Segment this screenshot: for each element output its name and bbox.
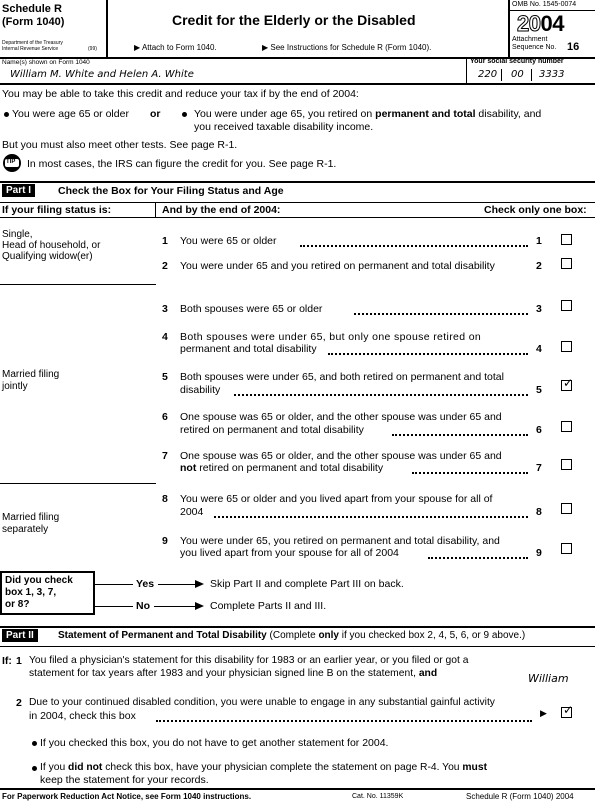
line-8-text-a: You were 65 or older and you lived apart from your spouse for all of bbox=[180, 493, 493, 505]
line-8-text-b: 2004 bbox=[180, 506, 204, 518]
line-3-ref: 3 bbox=[536, 303, 542, 315]
line-7-text-a: One spouse was 65 or older, and the other spouse was under 65 and bbox=[180, 450, 502, 462]
line-9-ref: 9 bbox=[536, 547, 542, 559]
line-6-num: 6 bbox=[162, 411, 168, 423]
ssn-label: Your social security number bbox=[470, 58, 564, 65]
arrow-right-icon: ▶ bbox=[262, 43, 269, 52]
checkbox-line-3[interactable] bbox=[561, 300, 572, 311]
line-9-num: 9 bbox=[162, 535, 168, 547]
p2-bullet-2: If you did not check this box, have your physician complete the statement on page R-4. You must bbox=[40, 762, 488, 773]
p2-line-2-text-b: in 2004, check this box bbox=[29, 710, 136, 722]
part2-label: Part II bbox=[2, 629, 38, 642]
line-8-num: 8 bbox=[162, 493, 168, 505]
line-7-ref: 7 bbox=[536, 462, 542, 474]
p2-line-2-text-a: Due to your continued disabled condition, you were unable to engage in any substantial gainful activity bbox=[29, 697, 495, 708]
p2-line-2-num: 2 bbox=[16, 697, 22, 709]
intro-line: You may be able to take this credit and reduce your tax if by the end of 2004: bbox=[2, 88, 359, 100]
status-sep-2: separately bbox=[2, 524, 49, 535]
irs-label: Internal Revenue Service bbox=[2, 46, 59, 52]
line-1-ref: 1 bbox=[536, 235, 542, 247]
line-5-num: 5 bbox=[162, 371, 168, 383]
status-joint-2: jointly bbox=[2, 381, 28, 392]
tax-year: 2004 bbox=[517, 11, 564, 36]
checkbox-line-7[interactable] bbox=[561, 459, 572, 470]
form-sub: (Form 1040) bbox=[2, 16, 65, 28]
name-label: Name(s) shown on Form 1040 bbox=[2, 59, 90, 66]
arrow-right-icon: ▶ bbox=[540, 708, 547, 718]
footer-cat: Cat. No. 11359K bbox=[352, 793, 404, 800]
intro-or: or bbox=[150, 108, 161, 120]
attach-instruction: ▶ Attach to Form 1040. bbox=[134, 43, 217, 52]
check-question: Did you check box 1, 3, 7, or 8? bbox=[5, 575, 73, 610]
line-9-text-b: you lived apart from your spouse for all of 2004 bbox=[180, 547, 399, 559]
line-4-num: 4 bbox=[162, 331, 168, 343]
line-6-ref: 6 bbox=[536, 424, 542, 436]
status-widow: Qualifying widow(er) bbox=[2, 251, 93, 262]
line-6-text-a: One spouse was 65 or older, and the other spouse was under 65 and bbox=[180, 411, 502, 423]
irs-code: (99) bbox=[88, 46, 97, 52]
p2-line-1-text-b: statement for tax years after 1983 and your physician signed line B on the statement, and bbox=[29, 668, 438, 679]
p2-bullet-1: If you checked this box, you do not have to get another statement for 2004. bbox=[40, 737, 389, 749]
checkbox-line-8[interactable] bbox=[561, 503, 572, 514]
arrow-right-icon: ▶ bbox=[134, 43, 141, 52]
line-1-text: You were 65 or older bbox=[180, 235, 277, 247]
checkbox-line-6[interactable] bbox=[561, 421, 572, 432]
p2-line-1-text-a: You filed a physician's statement for this disability for 1983 or an earlier year, or you filed or got a bbox=[29, 655, 469, 666]
col-filing-status: If your filing status is: bbox=[2, 204, 112, 216]
footer-form-id: Schedule R (Form 1040) 2004 bbox=[466, 792, 574, 801]
intro-bullet-1: You were age 65 or older bbox=[12, 108, 129, 120]
p2-line-1-num: 1 bbox=[16, 655, 22, 667]
see-instructions: ▶ See Instructions for Schedule R (Form 1040). bbox=[262, 43, 432, 52]
bullet bbox=[32, 766, 37, 771]
line-7-text-b: not retired on permanent and total disability bbox=[180, 462, 384, 474]
line-3-num: 3 bbox=[162, 303, 168, 315]
line-5-text-a: Both spouses were under 65, and both retired on permanent and total bbox=[180, 371, 504, 383]
col-check-one: Check only one box: bbox=[484, 204, 587, 216]
col-by-end: And by the end of 2004: bbox=[162, 204, 281, 216]
line-5-ref: 5 bbox=[536, 384, 542, 396]
arrow-right-icon bbox=[195, 602, 204, 610]
arrow-right-icon bbox=[195, 580, 204, 588]
no-label: No bbox=[136, 600, 150, 612]
checkbox-p2-line-2[interactable]: ✓ bbox=[563, 703, 574, 717]
attachment-label: Attachment bbox=[512, 36, 548, 43]
checkbox-line-2[interactable] bbox=[561, 258, 572, 269]
sequence-number: 16 bbox=[567, 41, 580, 53]
if-label: If: bbox=[2, 655, 12, 667]
bullet bbox=[4, 112, 9, 117]
form-title: Credit for the Elderly or the Disabled bbox=[172, 12, 416, 28]
checkbox-line-1[interactable] bbox=[561, 234, 572, 245]
status-single: Single, bbox=[2, 229, 33, 240]
line-3-text: Both spouses were 65 or older bbox=[180, 303, 323, 315]
dept-treasury: Department of the Treasury bbox=[2, 40, 63, 46]
line-2-num: 2 bbox=[162, 260, 168, 272]
line-1-num: 1 bbox=[162, 235, 168, 247]
checkbox-line-5[interactable]: ✓ bbox=[563, 376, 574, 390]
tip-text: In most cases, the IRS can figure the credit for you. See page R-1. bbox=[27, 158, 337, 170]
line-8-ref: 8 bbox=[536, 506, 542, 518]
line-5-text-b: disability bbox=[180, 384, 221, 396]
part2-title: Statement of Permanent and Total Disability (Complete only if you checked box 2, 4, 5, 6, or 9 above.) bbox=[58, 630, 526, 641]
yes-label: Yes bbox=[136, 578, 155, 590]
checkbox-line-4[interactable] bbox=[561, 341, 572, 352]
signature-william: William bbox=[528, 672, 569, 685]
line-2-text: You were under 65 and you retired on permanent and total disability bbox=[180, 260, 495, 272]
status-joint-1: Married filing bbox=[2, 369, 60, 380]
form-name: Schedule R bbox=[2, 3, 62, 15]
line-9-text-a: You were under 65, you retired on permanent and total disability, and bbox=[180, 535, 500, 547]
omb-number: OMB No. 1545-0074 bbox=[512, 1, 577, 8]
part1-label: Part I bbox=[2, 184, 35, 197]
ssn-part1[interactable]: 220 bbox=[478, 69, 498, 80]
status-hoh: Head of household, or bbox=[2, 240, 101, 251]
line-6-text-b: retired on permanent and total disability bbox=[180, 424, 364, 436]
line-4-text-b: permanent and total disability bbox=[180, 343, 317, 355]
line-2-ref: 2 bbox=[536, 260, 542, 272]
line-4-ref: 4 bbox=[536, 343, 542, 355]
bullet bbox=[182, 112, 187, 117]
intro-bullet-2: You were under age 65, you retired on permanent and total disability, and bbox=[194, 108, 542, 120]
sequence-label: Sequence No. bbox=[512, 44, 557, 51]
checkbox-line-9[interactable] bbox=[561, 543, 572, 554]
intro-bullet-2-cont: you received taxable disability income. bbox=[194, 121, 374, 133]
line-7-num: 7 bbox=[162, 450, 168, 462]
ssn-part2[interactable]: 00 bbox=[511, 69, 524, 80]
status-sep-1: Married filing bbox=[2, 512, 60, 523]
name-field[interactable]: William M. White and Helen A. White bbox=[10, 69, 194, 80]
line-4-text-a: Both spouses were under 65, but only one spouse retired on bbox=[180, 331, 482, 343]
p2-bullet-2-cont: keep the statement for your records. bbox=[40, 774, 209, 786]
check-question-box bbox=[0, 571, 95, 615]
part1-title: Check the Box for Your Filing Status and Age bbox=[58, 185, 284, 197]
tip-icon: TIP bbox=[3, 154, 21, 172]
no-instruction: Complete Parts II and III. bbox=[210, 600, 327, 612]
other-tests: But you must also meet other tests. See page R-1. bbox=[2, 139, 238, 151]
footer-notice: For Paperwork Reduction Act Notice, see Form 1040 instructions. bbox=[2, 792, 252, 801]
yes-instruction: Skip Part II and complete Part III on back. bbox=[210, 578, 404, 590]
ssn-part3[interactable]: 3333 bbox=[539, 69, 565, 80]
bullet bbox=[32, 741, 37, 746]
